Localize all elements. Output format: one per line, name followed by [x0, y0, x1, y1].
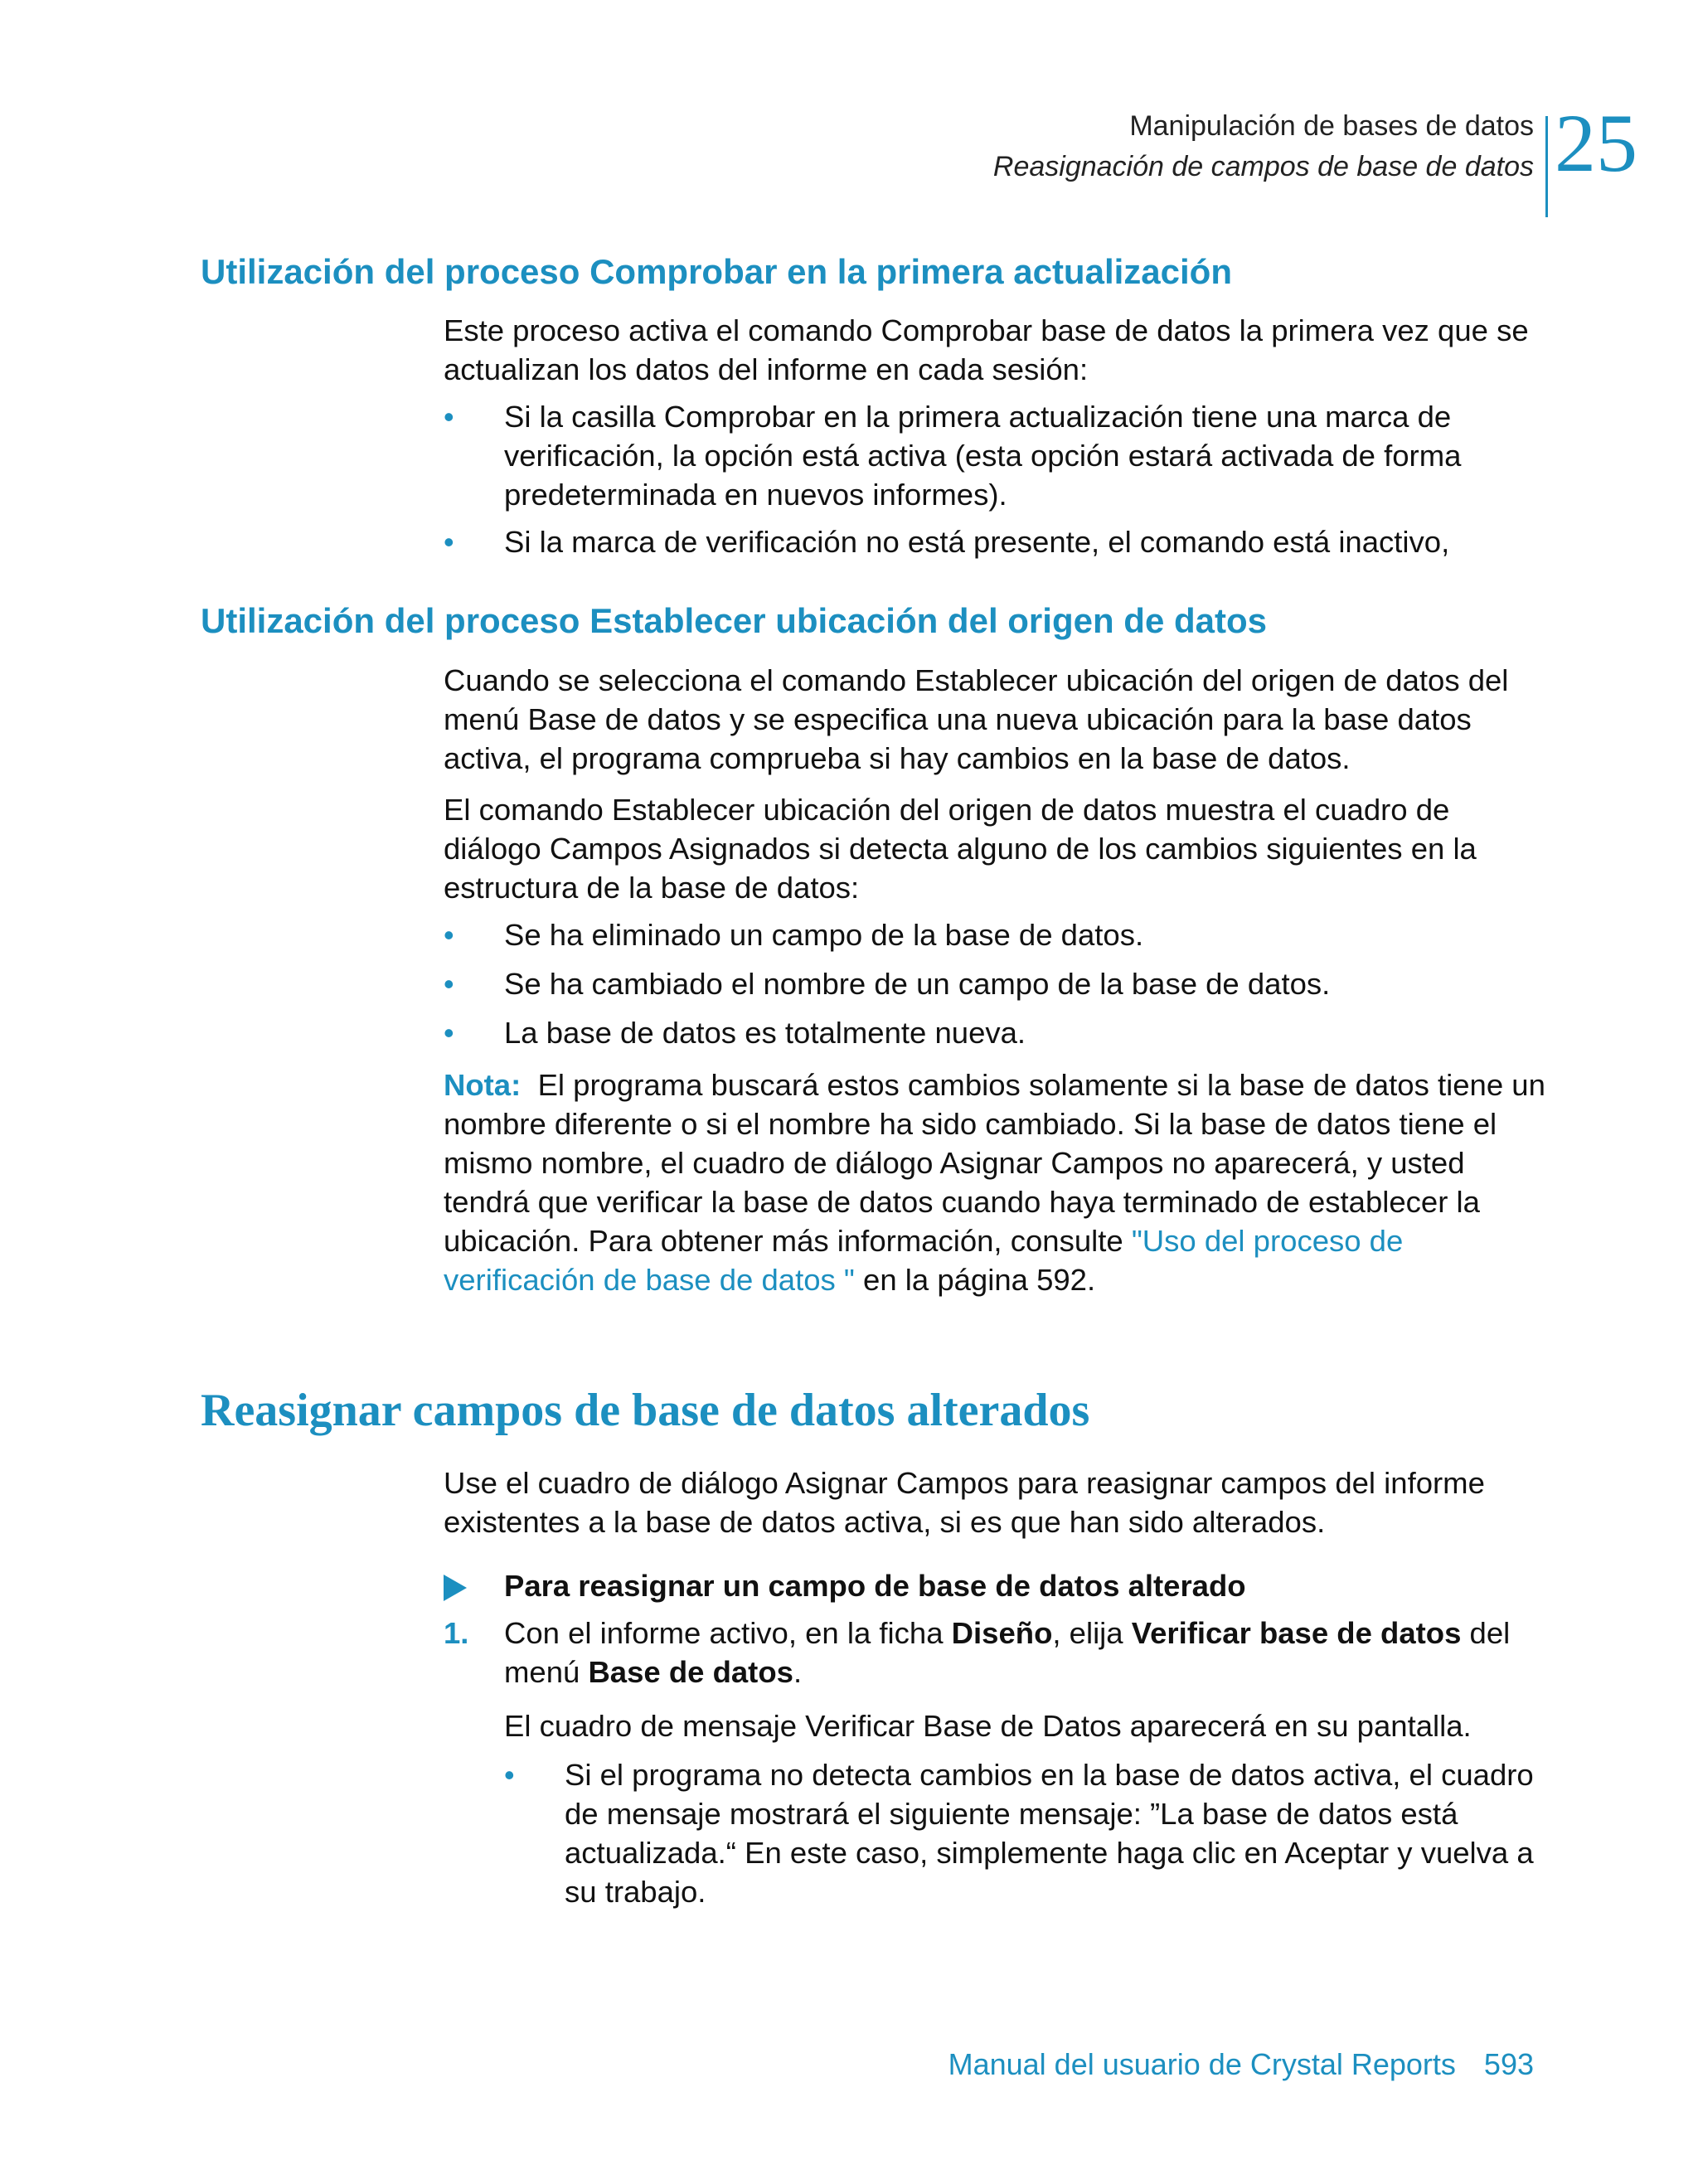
list-item-text: Si la casilla Comprobar en la primera actualización tiene una marca de verificación, la opción está activa (esta opción estará activada de forma predeterminada en nuevos informes). [504, 400, 1462, 512]
list-item [444, 1013, 1555, 1052]
running-header-section: Reasignación de campos de base de datos [992, 151, 1534, 182]
chapter-number: 25 [1555, 97, 1637, 189]
book-title: Manual del usuario de Crystal Reports [948, 2047, 1456, 2081]
list-item-text: Se ha eliminado un campo de la base de datos. [504, 918, 1144, 952]
running-header-chapter: Manipulación de bases de datos [1129, 110, 1534, 142]
section1-intro [444, 311, 1546, 389]
step-text-part: . [793, 1655, 803, 1689]
note-text: El programa buscará estos cambios solamente si la base de datos tiene un nombre diferente o si el nombre ha sido cambiado. Si la base de datos tiene el mismo nombre, el cuadro de diálogo Asignar Campos no aparecerá, y usted tendrá que verificar la base de datos cuando haya terminado de establecer la ubicación. Para obtener más información, consulte [444, 1068, 1545, 1258]
list-item [444, 915, 1555, 954]
design-tab-label: Diseño [951, 1616, 1053, 1650]
chapter-section-heading: Reasignar campos de base de datos alterados [201, 1385, 1090, 1436]
procedure-heading [444, 1566, 1555, 1605]
list-item-text: Se ha cambiado el nombre de un campo de la base de datos. [504, 967, 1331, 1001]
page-number: 593 [1483, 2047, 1534, 2081]
list-item-text: Si el programa no detecta cambios en la base de datos activa, el cuadro de mensaje mostrará el siguiente mensaje: ”La base de datos está actualizada.“ En este caso, simplemente haga clic en Aceptar y vuelva a su trabajo. [565, 1758, 1534, 1909]
procedure-step [444, 1614, 1555, 1691]
database-menu-label: Base de datos [588, 1655, 793, 1689]
note [444, 1065, 1546, 1299]
bullet-icon: • [444, 400, 454, 434]
bullet-icon: • [444, 967, 454, 1001]
verify-database-command: Verificar base de datos [1131, 1616, 1462, 1650]
step-text-part: del menú [504, 1616, 1511, 1689]
step-text-part: , elija [1052, 1616, 1132, 1650]
list-item [504, 1755, 1557, 1911]
procedure-title: Para reasignar un campo de base de datos alterado [504, 1569, 1246, 1603]
bullet-icon: • [504, 1758, 515, 1792]
section3-intro [444, 1463, 1546, 1541]
list-item [444, 522, 1555, 561]
step-text [504, 1614, 1553, 1691]
section3-intro-text: Use el cuadro de diálogo Asignar Campos para reasignar campos del informe existentes a la base de datos activa, si es que han sido alterados. [444, 1466, 1485, 1539]
section1-intro-text: Este proceso activa el comando Comprobar base de datos la primera vez que se actualizan los datos del informe en cada sesión: [444, 313, 1529, 386]
bullet-icon: • [444, 1016, 454, 1050]
bullet-icon: • [444, 525, 454, 559]
list-item-text: Si la marca de verificación no está presente, el comando está inactivo, [504, 525, 1450, 559]
note-page-ref: en la página 592. [863, 1263, 1096, 1297]
step-number: 1. [444, 1616, 469, 1650]
note-label: Nota: [444, 1068, 522, 1102]
procedure-arrow-icon [444, 1575, 467, 1601]
section2-para2-text: El comando Establecer ubicación del origen de datos muestra el cuadro de diálogo Campos Asignados si detecta alguno de los cambios siguientes en la estructura de la base de datos: [444, 793, 1477, 905]
list-item [444, 964, 1555, 1003]
cross-reference-link[interactable]: "Uso del proceso de verificación de base de datos " [444, 1224, 1404, 1297]
step-result-text: El cuadro de mensaje Verificar Base de Datos aparecerá en su pantalla. [504, 1709, 1472, 1743]
section-heading-check-first-refresh: Utilización del proceso Comprobar en la primera actualización [201, 252, 1232, 291]
section2-para2 [444, 790, 1546, 907]
list-item-text: La base de datos es totalmente nueva. [504, 1016, 1026, 1050]
section2-para1 [444, 661, 1546, 778]
step-text-part: Con el informe activo, en la ficha [504, 1616, 952, 1650]
section-heading-set-datasource-location: Utilización del proceso Establecer ubicación del origen de datos [201, 601, 1267, 640]
step-result [504, 1706, 1574, 1745]
bullet-icon: • [444, 918, 454, 952]
list-item [444, 397, 1555, 514]
header-divider [1545, 116, 1548, 217]
section2-para1-text: Cuando se selecciona el comando Establecer ubicación del origen de datos del menú Base de datos y se especifica una nueva ubicación para la base datos activa, el programa comprueba si hay cambios en la base de datos. [444, 663, 1509, 775]
page-footer [948, 2045, 1534, 2085]
